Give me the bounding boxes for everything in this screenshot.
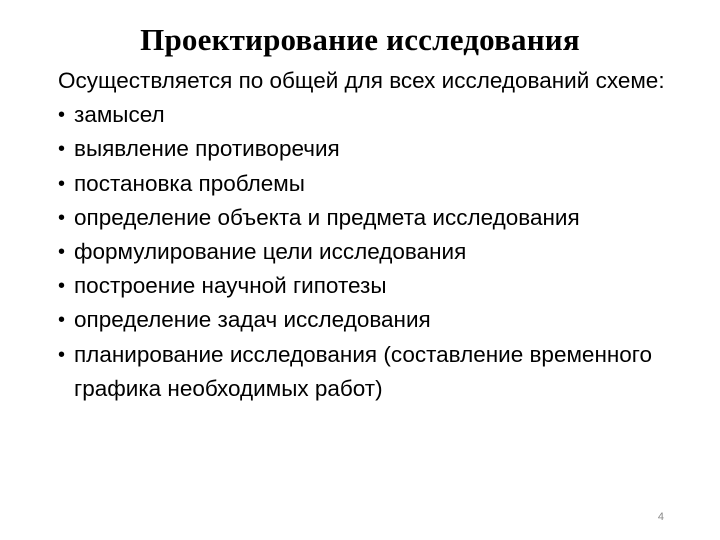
list-item-text: постановка проблемы xyxy=(74,170,305,196)
list-item xyxy=(58,235,678,269)
list-item xyxy=(58,338,678,406)
list-item xyxy=(58,269,678,303)
bullet-icon: • xyxy=(58,172,66,195)
list-item xyxy=(58,201,678,235)
bullet-icon: • xyxy=(58,241,66,264)
list-item xyxy=(58,167,678,201)
list-item-text: определение задач исследования xyxy=(74,307,431,333)
bullet-icon: • xyxy=(58,206,66,229)
list-item-text: построение научной гипотезы xyxy=(74,273,387,299)
bullet-list xyxy=(58,98,678,406)
bullet-icon: • xyxy=(58,343,66,366)
list-item-text: выявление противоречия xyxy=(74,136,340,162)
bullet-icon: • xyxy=(58,138,66,161)
page-number: 4 xyxy=(657,511,664,523)
intro-text: Осуществляется по общей для всех исследований схеме: xyxy=(58,68,665,93)
list-item xyxy=(58,132,678,166)
list-item-text: планирование исследования (составление временного графика необходимых работ) xyxy=(74,341,653,401)
bullet-icon: • xyxy=(58,104,66,127)
slide-title: Проектирование исследования xyxy=(140,22,580,57)
slide-content xyxy=(58,64,678,406)
list-item-text: формулирование цели исследования xyxy=(74,239,467,265)
list-item-text: определение объекта и предмета исследования xyxy=(74,204,580,230)
list-item xyxy=(58,98,678,132)
list-item xyxy=(58,303,678,337)
bullet-icon: • xyxy=(58,309,66,332)
list-item-text: замысел xyxy=(74,102,165,128)
bullet-icon: • xyxy=(58,275,66,298)
